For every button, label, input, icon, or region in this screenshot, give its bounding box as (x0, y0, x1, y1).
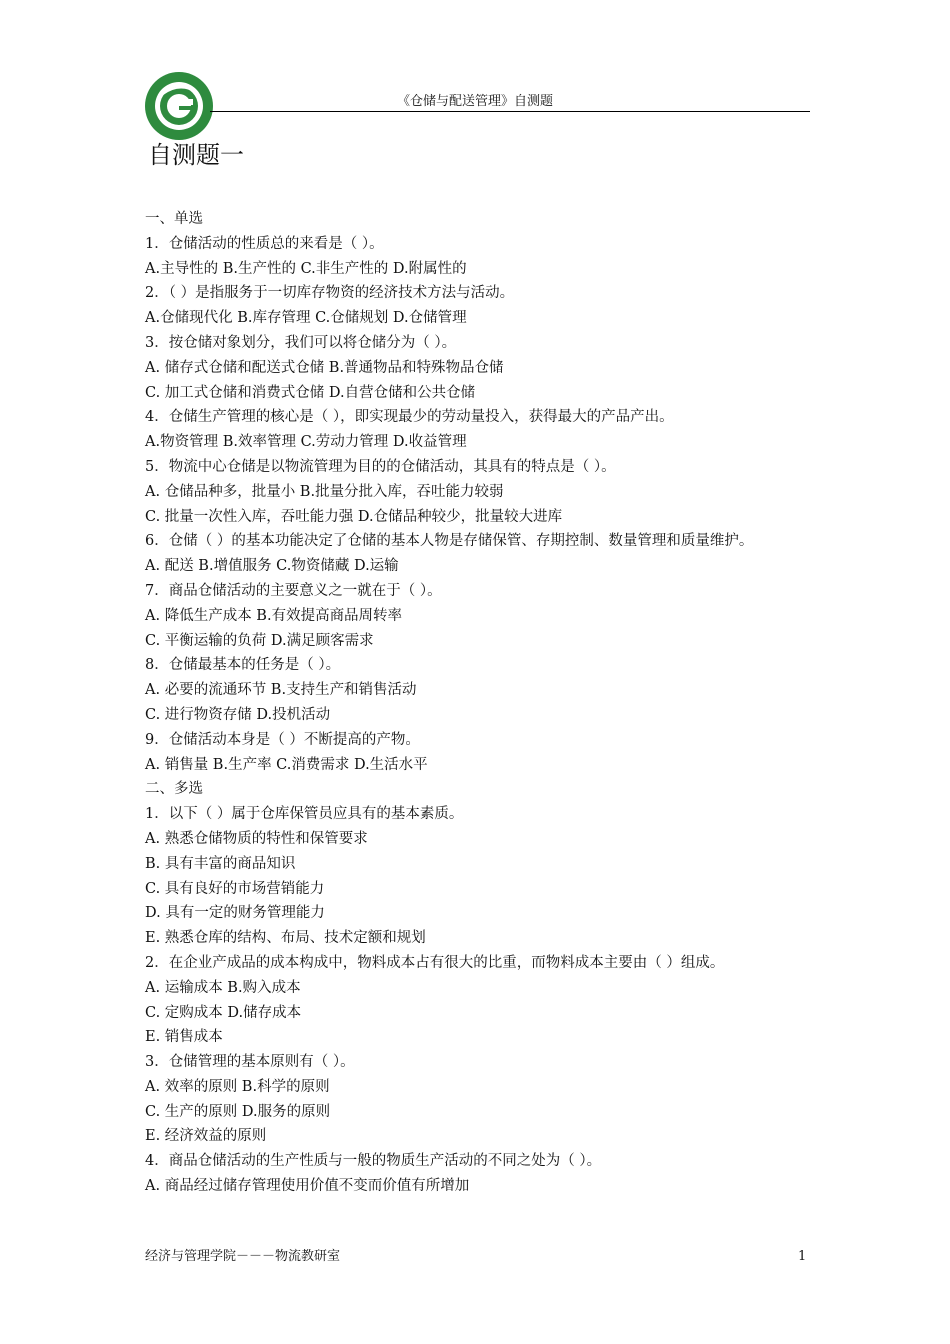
options-line: C. 生产的原则 D.服务的原则 (145, 1103, 331, 1120)
header-divider (210, 111, 810, 112)
options-line: C. 进行物资存储 D.投机活动 (145, 706, 331, 723)
options-line: A. 降低生产成本 B.有效提高商品周转率 (145, 607, 403, 624)
section-heading-single-choice: 一、单选 (145, 211, 203, 227)
question-list (145, 207, 815, 1199)
question-line: 6．仓储（ ）的基本功能决定了仓储的基本人物是存储保管、存期控制、数量管理和质量维护。 (145, 533, 754, 550)
footer-department: 经济与管理学院－－－物流教研室 (145, 1249, 341, 1264)
question-line: 9．仓储活动本身是（ ）不断提高的产物。 (145, 731, 420, 748)
page-number: 1 (798, 1249, 807, 1264)
question-line: 7．商品仓储活动的主要意义之一就在于（ ）。 (145, 582, 442, 599)
question-line: 3．仓储管理的基本原则有（ ）。 (145, 1054, 355, 1071)
options-line: A. 销售量 B.生产率 C.消费需求 D.生活水平 (145, 756, 428, 773)
question-line: 1．以下（ ）属于仓库保管员应具有的基本素质。 (145, 806, 464, 823)
question-line: 2．在企业产成品的成本构成中，物料成本占有很大的比重，而物料成本主要由（ ）组成。 (145, 954, 725, 971)
options-line: A. 商品经过储存管理使用价值不变而价值有所增加 (145, 1178, 470, 1195)
options-line: A. 熟悉仓储物质的特性和保管要求 (145, 830, 368, 847)
question-line: 8．仓储最基本的任务是（ ）。 (145, 657, 341, 674)
options-line: A.物资管理 B.效率管理 C.劳动力管理 D.收益管理 (145, 434, 467, 451)
options-line: E. 熟悉仓库的结构、布局、技术定额和规划 (145, 930, 426, 947)
options-line: D. 具有一定的财务管理能力 (145, 905, 325, 922)
options-line: A. 配送 B.增值服务 C.物资储藏 D.运输 (145, 558, 399, 575)
document-header-title: 《仓储与配送管理》自测题 (396, 94, 553, 109)
options-line: A. 储存式仓储和配送式仓储 B.普通物品和特殊物品仓储 (145, 359, 504, 376)
question-line: 2．（ ）是指服务于一切库存物资的经济技术方法与活动。 (145, 285, 515, 302)
options-line: A. 运输成本 B.购入成本 (145, 979, 301, 996)
question-line: 5．物流中心仓储是以物流管理为目的的仓储活动，其具有的特点是（ ）。 (145, 458, 616, 475)
question-line: 3．按仓储对象划分，我们可以将仓储分为（ ）。 (145, 334, 457, 351)
options-line: C. 定购成本 D.储存成本 (145, 1004, 302, 1021)
options-line: A. 仓储品种多，批量小 B.批量分批入库，吞吐能力较弱 (145, 483, 504, 500)
question-line: 4．商品仓储活动的生产性质与一般的物质生产活动的不同之处为（ ）。 (145, 1153, 602, 1170)
options-line: A. 必要的流通环节 B.支持生产和销售活动 (145, 682, 417, 699)
page-title: 自测题一 (148, 141, 244, 169)
options-line: E. 销售成本 (145, 1029, 223, 1046)
options-line: C. 批量一次性入库，吞吐能力强 D.仓储品种较少，批量较大进库 (145, 508, 563, 525)
question-line: 4．仓储生产管理的核心是（ ），即实现最少的劳动量投入，获得最大的产品产出。 (145, 409, 674, 426)
options-line: E. 经济效益的原则 (145, 1128, 267, 1145)
options-line: B. 具有丰富的商品知识 (145, 855, 296, 872)
options-line: C. 平衡运输的负荷 D.满足顾客需求 (145, 632, 374, 649)
options-line: C. 具有良好的市场营销能力 (145, 880, 325, 897)
section-heading-multiple-choice: 二、多选 (145, 781, 203, 798)
options-line: A.仓储现代化 B.库存管理 C.仓储规划 D.仓储管理 (145, 310, 467, 327)
options-line: A.主导性的 B.生产性的 C.非生产性的 D.附属性的 (145, 260, 467, 277)
question-line: 1．仓储活动的性质总的来看是（ ）。 (145, 235, 384, 252)
options-line: A. 效率的原则 B.科学的原则 (145, 1078, 330, 1095)
options-line: C. 加工式仓储和消费式仓储 D.自营仓储和公共仓储 (145, 384, 476, 401)
